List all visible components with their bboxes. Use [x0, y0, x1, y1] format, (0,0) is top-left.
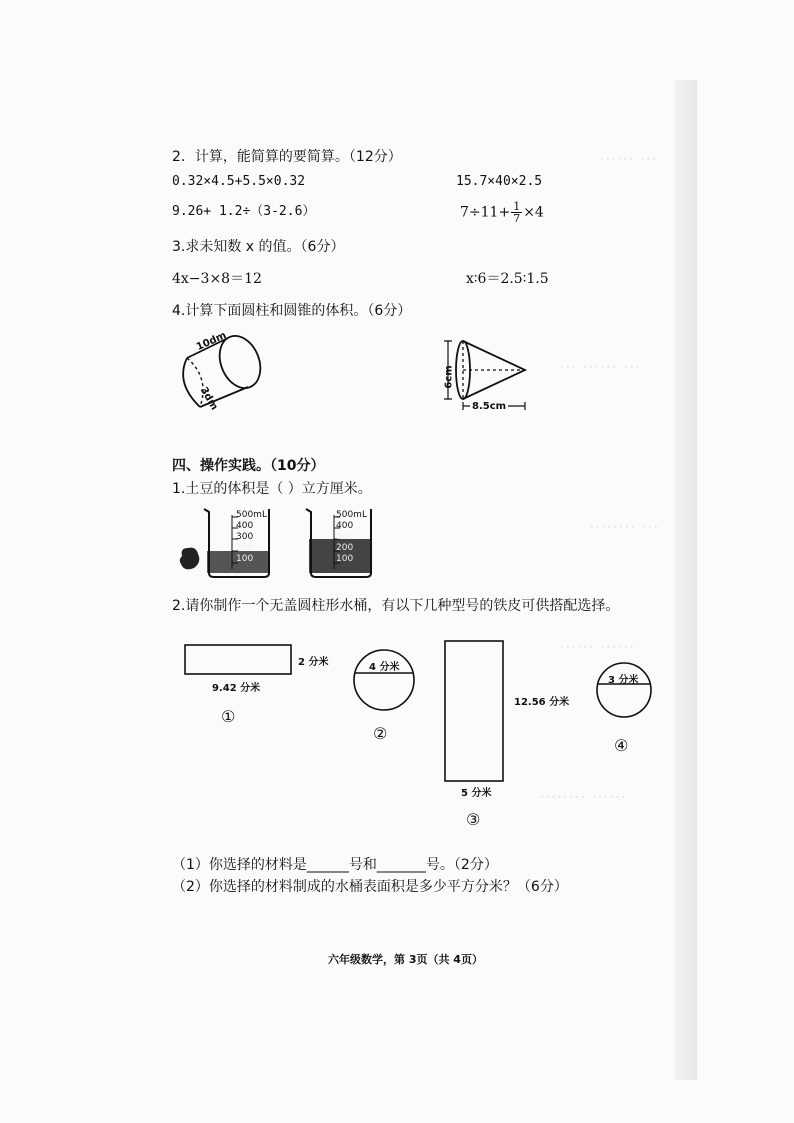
sub-question-2: （2）你选择的材料制成的水桶表面积是多少平方分米？（6分） [172, 879, 568, 895]
material-4-circle [594, 660, 654, 720]
q2-expression-4-suffix: ×4 [523, 204, 544, 221]
cone-length-label: 8.5cm [470, 398, 508, 416]
material-4-number: ④ [614, 736, 629, 755]
material-3-height-label: 12.56 分米 [514, 697, 570, 708]
section-4-q1-text: 1.土豆的体积是（ ）立方厘米。 [172, 481, 372, 497]
potato-icon [176, 544, 206, 574]
q4-title: 4.计算下面圆柱和圆锥的体积。（6分） [172, 303, 412, 319]
bleed-through-text: ······ ······ [560, 640, 636, 654]
q3-equation-1: 4x−3×8＝12 [172, 271, 262, 287]
q2-expression-2: 15.7×40×2.5 [456, 174, 543, 189]
q2-expression-1: 0.32×4.5+5.5×0.32 [172, 174, 306, 189]
cylinder-length-label: 10dm [194, 330, 229, 353]
q2-expression-4-prefix: 7÷11+ [460, 204, 511, 221]
material-1-number: ① [221, 707, 236, 726]
material-2-diameter-label: 4 分米 [369, 662, 400, 673]
cone-height-label: 6cm [443, 365, 455, 389]
section-4-q2-title: 2.请你制作一个无盖圆柱形水桶，有以下几种型号的铁皮可供搭配选择。 [172, 598, 620, 614]
beaker-2-scale: 500mL 400 300 200 100 [336, 510, 367, 564]
page-edge-shadow [675, 80, 697, 1080]
material-1-height-label: 2 分米 [298, 657, 329, 668]
q2-expression-3: 9.26+ 1.2÷（3-2.6） [172, 204, 316, 219]
material-4-diameter-label: 3 分米 [608, 675, 639, 686]
material-3-rectangle [444, 640, 506, 784]
sub-question-1: （1）你选择的材料是______号和_______号。（2分） [172, 857, 498, 873]
beaker-1-scale: 500mL 400 300 200 100 [236, 510, 267, 564]
material-3-number: ③ [466, 810, 481, 829]
bleed-through-text: ········ ··· [590, 520, 660, 534]
material-1-width-label: 9.42 分米 [212, 683, 261, 694]
bleed-through-text: ········ ······ [540, 790, 628, 804]
page-footer: 六年级数学，第 3页（共 4页） [328, 953, 483, 966]
q3-equation-2: x∶6＝2.5∶1.5 [466, 271, 549, 287]
material-2-circle [352, 648, 416, 712]
section-4-title: 四、操作实践。（10分） [172, 458, 325, 474]
q2-title: 2．计算，能简算的要简算。（12分） [172, 149, 402, 165]
material-3-width-label: 5 分米 [461, 788, 492, 799]
fraction: $\frac{1}{7}$ [513, 200, 521, 225]
bleed-through-text: ······ ··· [600, 152, 659, 166]
q3-title: 3.求未知数 x 的值。（6分） [172, 239, 345, 255]
material-2-number: ② [373, 724, 388, 743]
material-1-rectangle [184, 644, 294, 676]
cylinder-diameter-label: 3dm [197, 385, 220, 413]
q2-expression-4 [460, 201, 544, 224]
bleed-through-text: ··· ······ ··· [560, 360, 642, 374]
